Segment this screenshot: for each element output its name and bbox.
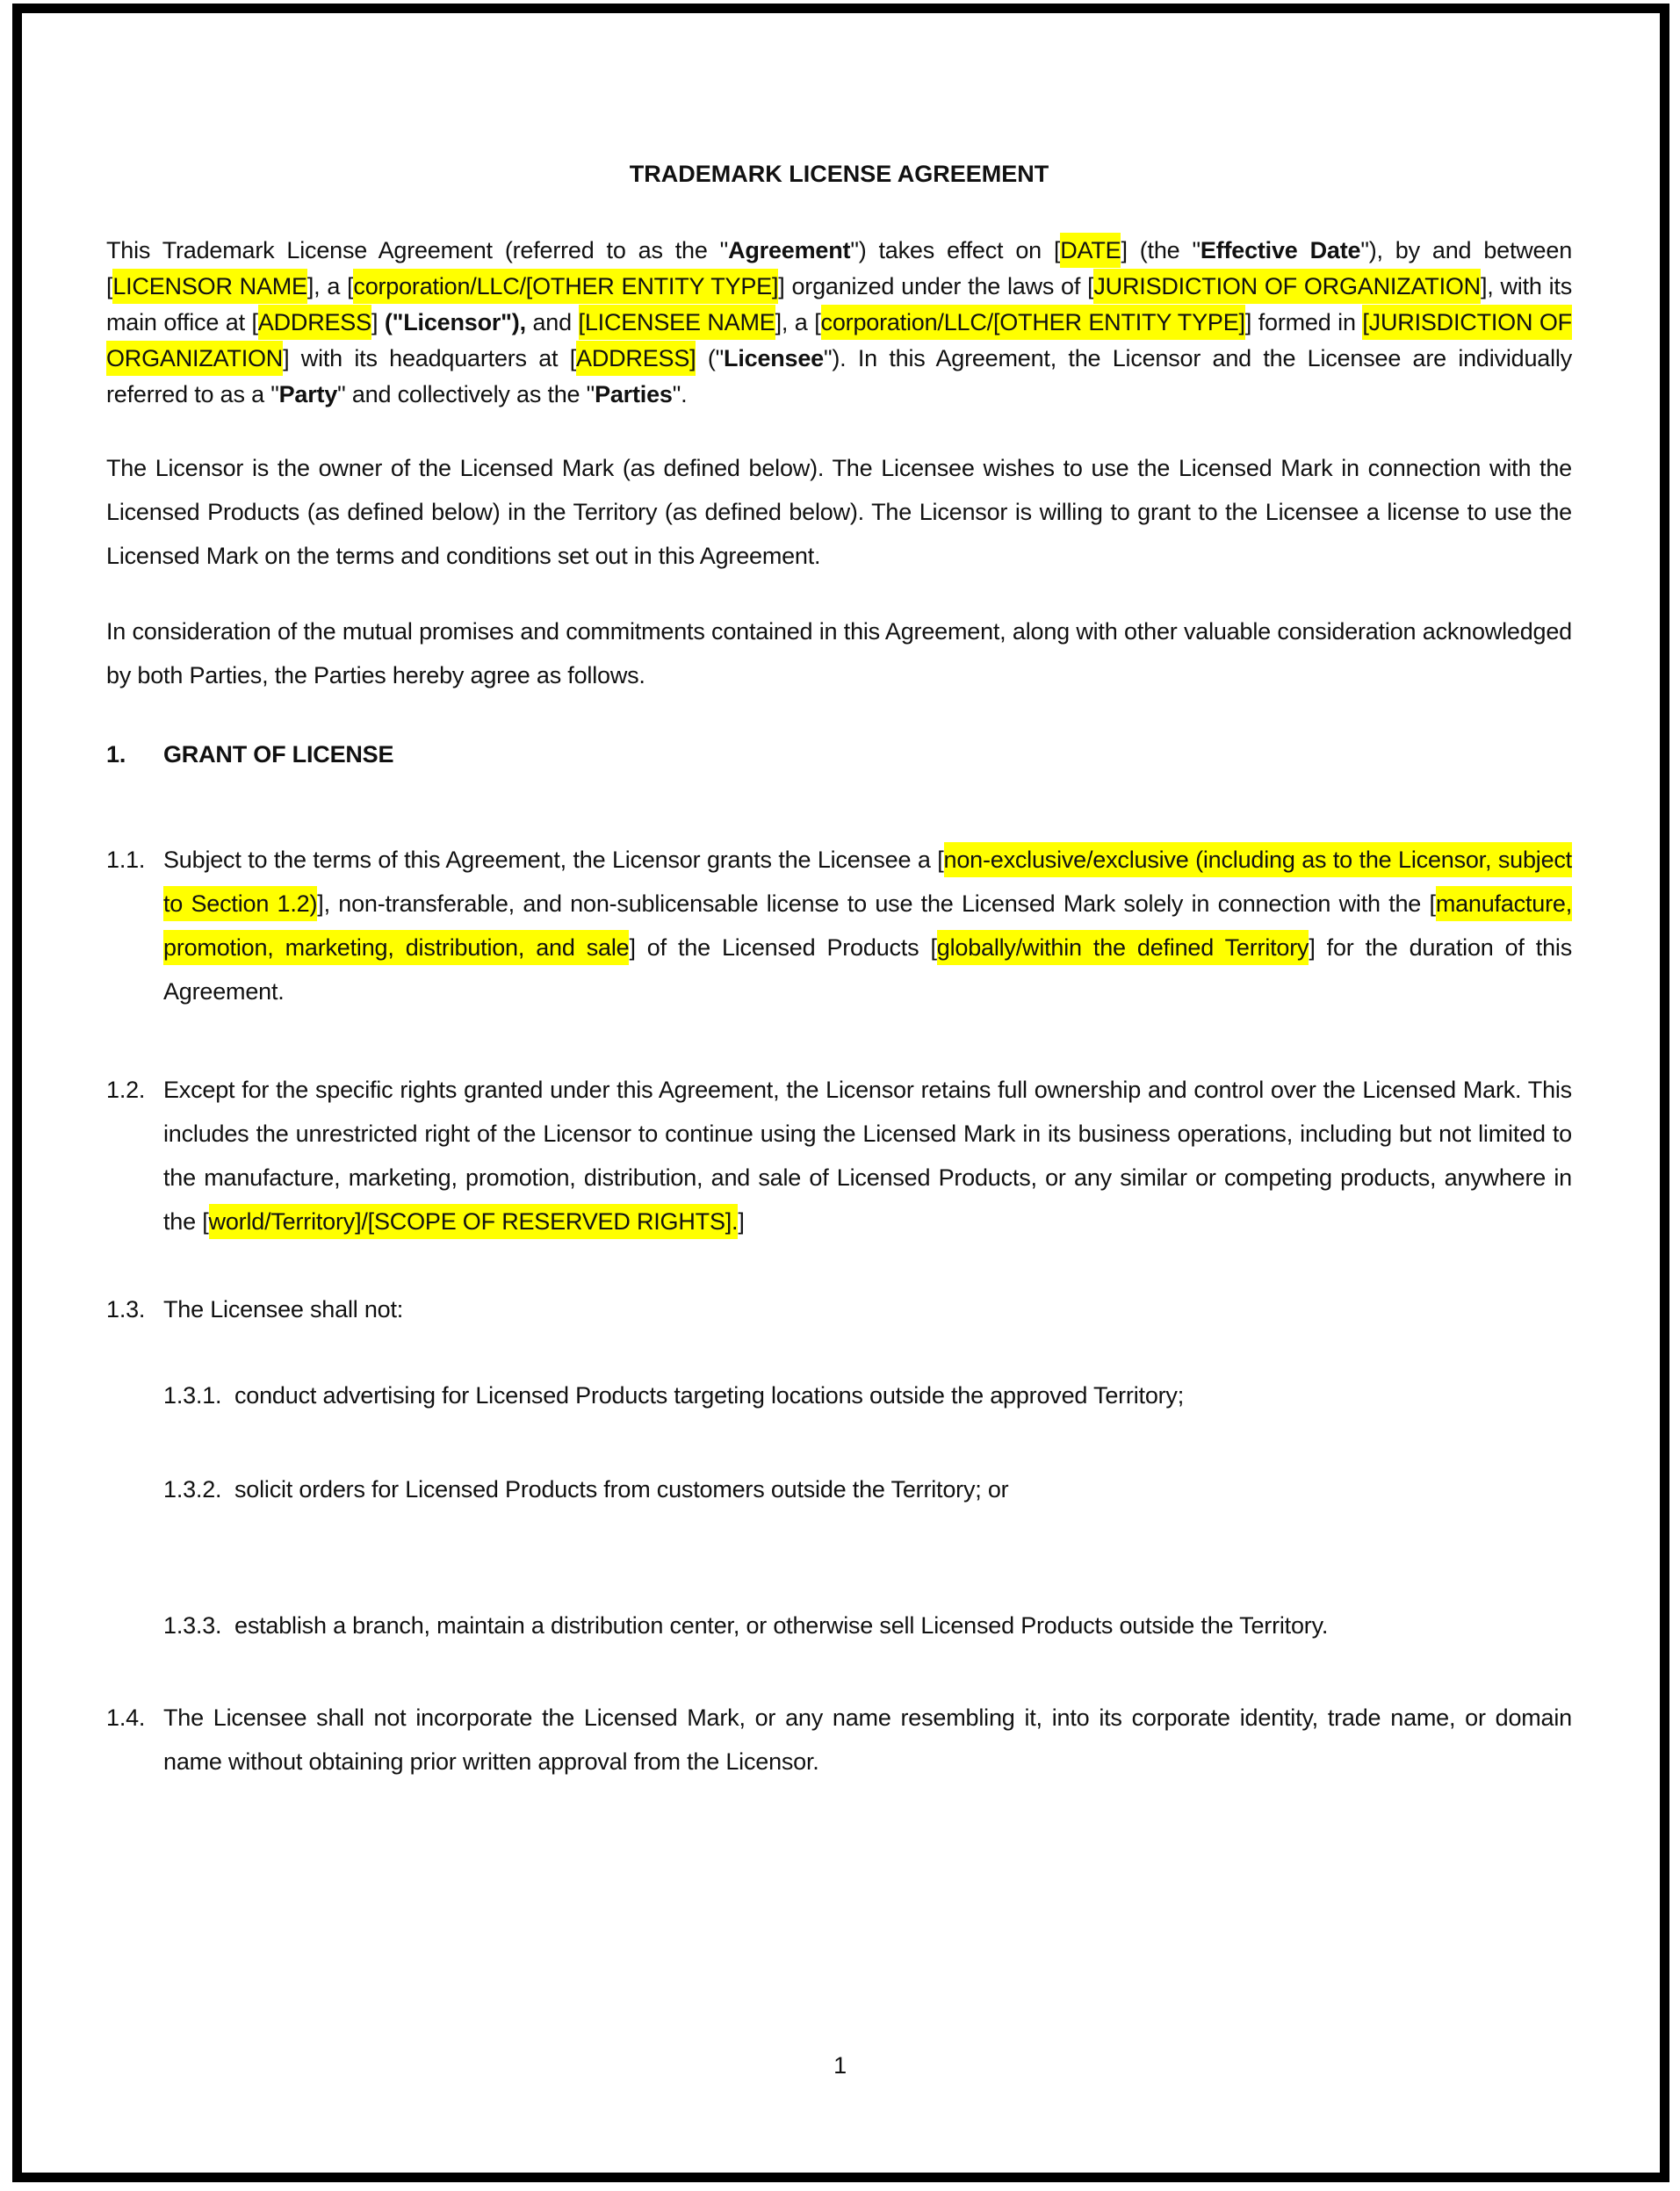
text-run: ], with its main office at [ <box>106 273 1573 335</box>
text-run: ") takes effect on [ <box>850 237 1061 263</box>
clause-text <box>163 1696 1572 1784</box>
clause-1-2 <box>106 1068 1572 1243</box>
clause-text <box>163 732 1572 776</box>
document-title: TRADEMARK LICENSE AGREEMENT <box>629 161 1049 187</box>
clause-number: 1.1. <box>106 847 146 873</box>
text-run: GRANT OF LICENSE <box>163 741 394 768</box>
clause-number: 1.2. <box>106 1077 146 1103</box>
text-run: ], non-transferable, and non-sublicensable license to use the Licensed Mark solely in connection with the [ <box>317 890 1436 917</box>
text-run: Effective Date <box>1200 237 1361 263</box>
clause-number: 1.3.1. <box>163 1382 222 1409</box>
text-run: The Licensee shall not: <box>163 1296 404 1323</box>
placeholder-highlight: world/Territory]/[SCOPE OF RESERVED RIGHTS]. <box>209 1204 739 1239</box>
clause-text <box>106 233 1572 413</box>
placeholder-highlight: ADDRESS] <box>576 341 696 376</box>
placeholder-highlight: corporation/LLC/[OTHER ENTITY TYPE] <box>821 305 1245 340</box>
placeholder-highlight: corporation/LLC/[OTHER ENTITY TYPE] <box>353 269 778 304</box>
text-run: Subject to the terms of this Agreement, the Licensor grants the Licensee a [ <box>163 847 944 873</box>
clause-text <box>234 1604 1572 1647</box>
text-run: ] of the Licensed Products [ <box>629 934 937 961</box>
text-run: ] (the " <box>1121 237 1201 263</box>
paragraph <box>106 609 1572 697</box>
text-run: establish a branch, maintain a distribution center, or otherwise sell Licensed Products outside the Territory. <box>234 1612 1329 1639</box>
text-run: ] <box>371 309 385 335</box>
clause-1-3 <box>106 1287 1572 1331</box>
text-run: Parties <box>595 381 673 407</box>
clause-number: 1.4. <box>106 1705 146 1731</box>
placeholder-highlight: ADDRESS <box>258 305 371 340</box>
text-run: ("Licensor"), <box>384 309 526 335</box>
page-number: 1 <box>833 2052 847 2079</box>
text-run: ". <box>672 381 688 407</box>
text-run: Party <box>278 381 338 407</box>
text-run: This Trademark License Agreement (referred to as the " <box>106 237 729 263</box>
placeholder-highlight: DATE <box>1060 233 1121 268</box>
clause-1-4 <box>106 1696 1572 1784</box>
placeholder-highlight: JURISDICTION OF ORGANIZATION <box>1093 269 1481 304</box>
clause-1-3-1 <box>106 1373 1572 1417</box>
document-content <box>106 161 1572 1784</box>
clause-text <box>163 1287 1572 1331</box>
text-run: ], a [ <box>775 309 821 335</box>
text-run: "). In this Agreement, the Licensor and the Licensee are individually referred to as a " <box>106 345 1572 407</box>
clause-number: 1.3.2. <box>163 1476 222 1503</box>
clause-text <box>106 446 1572 578</box>
clause-1-3-3 <box>106 1604 1572 1647</box>
placeholder-highlight: globally/within the defined Territory <box>937 930 1309 965</box>
text-run: ], a [ <box>306 273 354 299</box>
text-run: Agreement <box>728 237 851 263</box>
paragraph <box>106 446 1572 578</box>
text-run: (" <box>696 345 725 371</box>
clause-1-3-2 <box>106 1467 1572 1511</box>
text-run: ] with its headquarters at [ <box>283 345 577 371</box>
text-run: ] <box>738 1208 745 1235</box>
clause-text <box>234 1373 1572 1417</box>
document-body <box>106 233 1572 1784</box>
clause-number: 1.3.3. <box>163 1612 222 1639</box>
text-run: In consideration of the mutual promises and commitments contained in this Agreement, along with other valuable consideration acknowledged by both Parties, the Parties hereby agree as follows. <box>106 618 1572 688</box>
text-run: The Licensee shall not incorporate the Licensed Mark, or any name resembling it, into its corporate identity, trade name, or domain name without obtaining prior written approval from the Licensor. <box>163 1705 1572 1775</box>
section-heading <box>106 732 1572 776</box>
placeholder-highlight: LICENSOR NAME <box>112 269 307 304</box>
text-run: ] formed in <box>1244 309 1363 335</box>
text-run: "), by and between [ <box>106 237 1573 299</box>
text-run: and <box>525 309 579 335</box>
text-run: solicit orders for Licensed Products from customers outside the Territory; or <box>234 1476 1009 1503</box>
placeholder-highlight: non-exclusive/exclusive (including as to the Licensor, subject to Section 1.2) <box>163 842 1572 921</box>
text-run: Except for the specific rights granted under this Agreement, the Licensor retains full ownership and control over the Licensed Mark. This includes the unrestricted right of the Licensor to continue using the Licensed Mark in its business operations, including but not limited to the manufacture, marketing, promotion, distribution, and sale of Licensed Products, or any similar or competing products, anywhere in the [ <box>163 1077 1572 1235</box>
clause-text <box>163 838 1572 1013</box>
text-run: conduct advertising for Licensed Products targeting locations outside the approved Territory; <box>234 1382 1185 1409</box>
clause-1-1 <box>106 838 1572 1013</box>
paragraph <box>106 233 1572 413</box>
text-run: " and collectively as the " <box>337 381 595 407</box>
text-run: The Licensor is the owner of the Licensed Mark (as defined below). The Licensee wishes to use the Licensed Mark in connection with the Licensed Products (as defined below) in the Territory (as defined below). The Licensor is willing to grant to the Licensee a license to use the Licensed Mark on the terms and conditions set out in this Agreement. <box>106 455 1572 569</box>
clause-number: 1.3. <box>106 1296 146 1323</box>
text-run: Licensee <box>724 345 824 371</box>
placeholder-highlight: manufacture, promotion, marketing, distribution, and sale <box>163 886 1572 965</box>
text-run: ] organized under the laws of [ <box>778 273 1094 299</box>
clause-number: 1. <box>106 741 126 768</box>
text-run: ] for the duration of this Agreement. <box>163 934 1572 1005</box>
placeholder-highlight: [JURISDICTION OF ORGANIZATION <box>106 305 1572 376</box>
clause-text <box>163 1068 1572 1243</box>
clause-text <box>106 609 1572 697</box>
clause-text <box>234 1467 1572 1511</box>
placeholder-highlight: [LICENSEE NAME <box>579 305 775 340</box>
